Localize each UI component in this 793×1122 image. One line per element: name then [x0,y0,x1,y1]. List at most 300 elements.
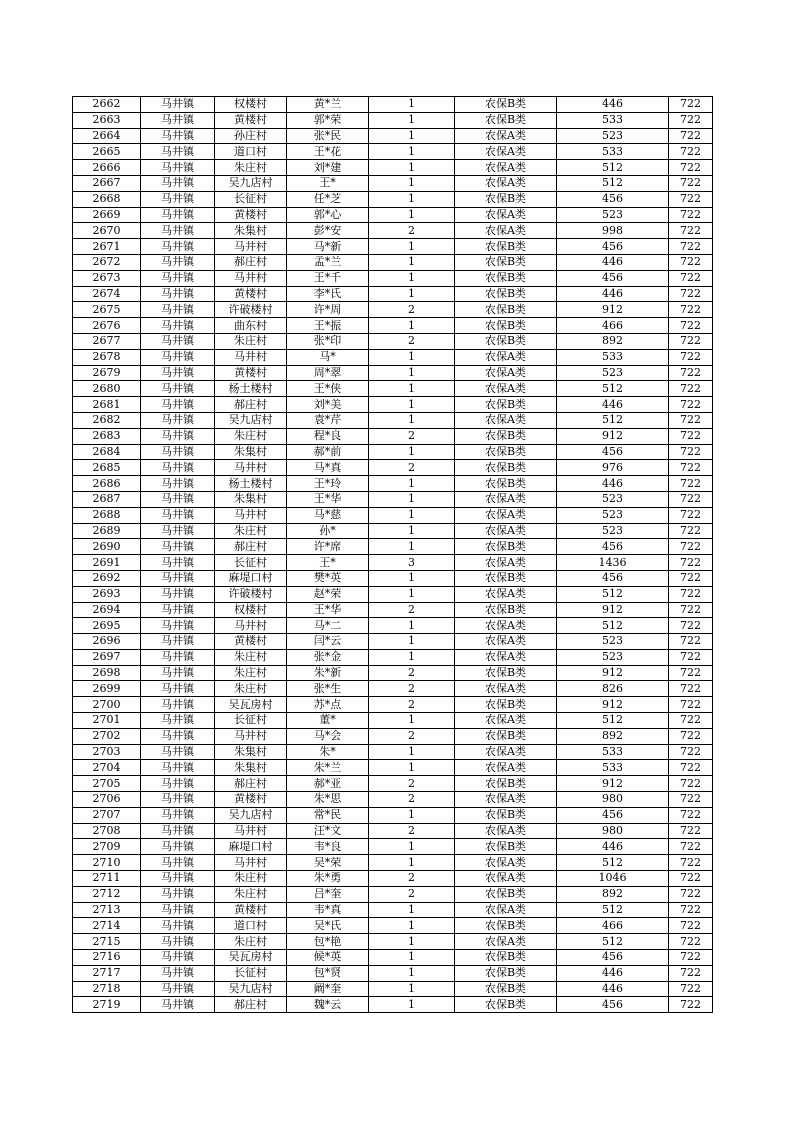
category-cell: 农保B类 [455,776,557,792]
town-cell: 马井镇 [141,634,215,650]
row-number-cell: 2673 [73,270,141,286]
table-row [73,618,713,634]
town-cell: 马井镇 [141,191,215,207]
household-count-cell: 1 [369,618,455,634]
code-cell: 722 [669,223,713,239]
table-row [73,381,713,397]
amount-cell: 456 [557,539,669,555]
household-count-cell: 1 [369,207,455,223]
category-cell: 农保B类 [455,965,557,981]
village-cell: 吴九店村 [215,412,287,428]
table-row [73,965,713,981]
village-cell: 朱集村 [215,223,287,239]
category-cell: 农保A类 [455,491,557,507]
name-cell: 彭*安 [287,223,369,239]
household-count-cell: 1 [369,981,455,997]
household-count-cell: 2 [369,886,455,902]
code-cell: 722 [669,491,713,507]
name-cell: 朱*兰 [287,760,369,776]
category-cell: 农保A类 [455,223,557,239]
row-number-cell: 2708 [73,823,141,839]
name-cell: 马* [287,349,369,365]
row-number-cell: 2688 [73,507,141,523]
name-cell: 刘*美 [287,397,369,413]
table-row [73,586,713,602]
town-cell: 马井镇 [141,507,215,523]
category-cell: 农保A类 [455,523,557,539]
town-cell: 马井镇 [141,476,215,492]
village-cell: 马井村 [215,349,287,365]
row-number-cell: 2671 [73,239,141,255]
household-count-cell: 1 [369,902,455,918]
category-cell: 农保B类 [455,444,557,460]
town-cell: 马井镇 [141,886,215,902]
code-cell: 722 [669,428,713,444]
household-count-cell: 1 [369,412,455,428]
table-row [73,744,713,760]
amount-cell: 912 [557,602,669,618]
town-cell: 马井镇 [141,997,215,1013]
household-count-cell: 1 [369,570,455,586]
household-count-cell: 1 [369,839,455,855]
table-row [73,254,713,270]
category-cell: 农保A类 [455,681,557,697]
category-cell: 农保A类 [455,744,557,760]
name-cell: 郭*心 [287,207,369,223]
name-cell: 王*玲 [287,476,369,492]
household-count-cell: 1 [369,254,455,270]
town-cell: 马井镇 [141,207,215,223]
code-cell: 722 [669,839,713,855]
row-number-cell: 2681 [73,397,141,413]
town-cell: 马井镇 [141,570,215,586]
household-count-cell: 1 [369,349,455,365]
code-cell: 722 [669,871,713,887]
amount-cell: 533 [557,144,669,160]
table-row [73,886,713,902]
town-cell: 马井镇 [141,302,215,318]
table-row [73,634,713,650]
amount-cell: 466 [557,918,669,934]
town-cell: 马井镇 [141,823,215,839]
household-count-cell: 1 [369,128,455,144]
category-cell: 农保B类 [455,728,557,744]
row-number-cell: 2689 [73,523,141,539]
row-number-cell: 2670 [73,223,141,239]
category-cell: 农保A类 [455,144,557,160]
household-count-cell: 1 [369,270,455,286]
town-cell: 马井镇 [141,523,215,539]
code-cell: 722 [669,823,713,839]
table-row [73,365,713,381]
code-cell: 722 [669,128,713,144]
village-cell: 朱庄村 [215,934,287,950]
amount-cell: 512 [557,586,669,602]
row-number-cell: 2680 [73,381,141,397]
household-count-cell: 1 [369,397,455,413]
amount-cell: 456 [557,270,669,286]
village-cell: 马井村 [215,507,287,523]
row-number-cell: 2700 [73,697,141,713]
category-cell: 农保A类 [455,618,557,634]
town-cell: 马井镇 [141,681,215,697]
table-row [73,460,713,476]
row-number-cell: 2713 [73,902,141,918]
code-cell: 722 [669,349,713,365]
town-cell: 马井镇 [141,254,215,270]
village-cell: 道口村 [215,144,287,160]
town-cell: 马井镇 [141,555,215,571]
category-cell: 农保B类 [455,539,557,555]
town-cell: 马井镇 [141,839,215,855]
category-cell: 农保B类 [455,97,557,113]
town-cell: 马井镇 [141,807,215,823]
amount-cell: 446 [557,476,669,492]
household-count-cell: 2 [369,776,455,792]
table-row [73,444,713,460]
town-cell: 马井镇 [141,223,215,239]
code-cell: 722 [669,254,713,270]
village-cell: 郝庄村 [215,776,287,792]
name-cell: 任*芝 [287,191,369,207]
table-row [73,855,713,871]
village-cell: 吴瓦房村 [215,950,287,966]
village-cell: 马井村 [215,460,287,476]
row-number-cell: 2676 [73,318,141,334]
table-row [73,239,713,255]
name-cell: 朱*新 [287,665,369,681]
row-number-cell: 2712 [73,886,141,902]
town-cell: 马井镇 [141,981,215,997]
household-count-cell: 1 [369,997,455,1013]
table-row [73,412,713,428]
amount-cell: 456 [557,570,669,586]
code-cell: 722 [669,381,713,397]
category-cell: 农保A类 [455,160,557,176]
amount-cell: 892 [557,728,669,744]
category-cell: 农保B类 [455,460,557,476]
village-cell: 朱集村 [215,444,287,460]
town-cell: 马井镇 [141,776,215,792]
village-cell: 权楼村 [215,602,287,618]
row-number-cell: 2701 [73,713,141,729]
amount-cell: 456 [557,950,669,966]
row-number-cell: 2710 [73,855,141,871]
code-cell: 722 [669,634,713,650]
table-row [73,681,713,697]
amount-cell: 456 [557,997,669,1013]
household-count-cell: 1 [369,160,455,176]
town-cell: 马井镇 [141,855,215,871]
table-row [73,491,713,507]
code-cell: 722 [669,302,713,318]
row-number-cell: 2664 [73,128,141,144]
category-cell: 农保A类 [455,175,557,191]
code-cell: 722 [669,144,713,160]
row-number-cell: 2678 [73,349,141,365]
code-cell: 722 [669,97,713,113]
household-count-cell: 2 [369,460,455,476]
town-cell: 马井镇 [141,444,215,460]
name-cell: 汪*文 [287,823,369,839]
table-row [73,333,713,349]
code-cell: 722 [669,807,713,823]
row-number-cell: 2672 [73,254,141,270]
village-cell: 郝庄村 [215,997,287,1013]
code-cell: 722 [669,902,713,918]
table-row [73,665,713,681]
village-cell: 长征村 [215,965,287,981]
row-number-cell: 2709 [73,839,141,855]
code-cell: 722 [669,760,713,776]
category-cell: 农保A类 [455,207,557,223]
table-row [73,160,713,176]
amount-cell: 523 [557,207,669,223]
code-cell: 722 [669,981,713,997]
amount-cell: 976 [557,460,669,476]
row-number-cell: 2693 [73,586,141,602]
name-cell: 王*华 [287,602,369,618]
name-cell: 阚*奎 [287,981,369,997]
category-cell: 农保B类 [455,112,557,128]
row-number-cell: 2698 [73,665,141,681]
code-cell: 722 [669,412,713,428]
amount-cell: 826 [557,681,669,697]
table-row [73,144,713,160]
village-cell: 马井村 [215,823,287,839]
village-cell: 孙庄村 [215,128,287,144]
code-cell: 722 [669,681,713,697]
amount-cell: 446 [557,839,669,855]
code-cell: 722 [669,618,713,634]
table-row [73,302,713,318]
row-number-cell: 2682 [73,412,141,428]
amount-cell: 533 [557,349,669,365]
category-cell: 农保A类 [455,855,557,871]
category-cell: 农保A类 [455,934,557,950]
name-cell: 包*贤 [287,965,369,981]
amount-cell: 912 [557,697,669,713]
household-count-cell: 2 [369,302,455,318]
town-cell: 马井镇 [141,286,215,302]
category-cell: 农保B类 [455,397,557,413]
household-count-cell: 1 [369,144,455,160]
town-cell: 马井镇 [141,744,215,760]
category-cell: 农保A类 [455,412,557,428]
row-number-cell: 2669 [73,207,141,223]
village-cell: 黄楼村 [215,792,287,808]
town-cell: 马井镇 [141,412,215,428]
village-cell: 黄楼村 [215,112,287,128]
village-cell: 郝庄村 [215,539,287,555]
amount-cell: 892 [557,333,669,349]
name-cell: 郝*亚 [287,776,369,792]
village-cell: 许破楼村 [215,302,287,318]
amount-cell: 523 [557,507,669,523]
village-cell: 马井村 [215,270,287,286]
table-row [73,839,713,855]
household-count-cell: 2 [369,823,455,839]
amount-cell: 512 [557,160,669,176]
row-number-cell: 2668 [73,191,141,207]
village-cell: 杨土楼村 [215,476,287,492]
town-cell: 马井镇 [141,97,215,113]
row-number-cell: 2705 [73,776,141,792]
name-cell: 周*翠 [287,365,369,381]
table-row [73,728,713,744]
row-number-cell: 2704 [73,760,141,776]
category-cell: 农保B类 [455,191,557,207]
name-cell: 吕*奎 [287,886,369,902]
household-count-cell: 1 [369,807,455,823]
household-count-cell: 1 [369,760,455,776]
row-number-cell: 2703 [73,744,141,760]
household-count-cell: 1 [369,523,455,539]
row-number-cell: 2697 [73,649,141,665]
amount-cell: 912 [557,665,669,681]
code-cell: 722 [669,397,713,413]
code-cell: 722 [669,444,713,460]
name-cell: 孙* [287,523,369,539]
village-cell: 朱庄村 [215,665,287,681]
row-number-cell: 2690 [73,539,141,555]
row-number-cell: 2679 [73,365,141,381]
household-count-cell: 1 [369,112,455,128]
amount-cell: 512 [557,618,669,634]
table-row [73,902,713,918]
amount-cell: 446 [557,286,669,302]
category-cell: 农保B类 [455,981,557,997]
town-cell: 马井镇 [141,871,215,887]
name-cell: 张*生 [287,681,369,697]
village-cell: 长征村 [215,555,287,571]
code-cell: 722 [669,665,713,681]
code-cell: 722 [669,744,713,760]
household-count-cell: 2 [369,871,455,887]
category-cell: 农保A类 [455,871,557,887]
village-cell: 马井村 [215,618,287,634]
village-cell: 朱庄村 [215,871,287,887]
name-cell: 李*氏 [287,286,369,302]
row-number-cell: 2683 [73,428,141,444]
code-cell: 722 [669,270,713,286]
village-cell: 黄楼村 [215,286,287,302]
code-cell: 722 [669,792,713,808]
town-cell: 马井镇 [141,239,215,255]
household-count-cell: 1 [369,191,455,207]
code-cell: 722 [669,855,713,871]
village-cell: 吴九店村 [215,175,287,191]
household-count-cell: 1 [369,318,455,334]
town-cell: 马井镇 [141,950,215,966]
village-cell: 麻堤口村 [215,839,287,855]
table-row [73,697,713,713]
category-cell: 农保B类 [455,697,557,713]
town-cell: 马井镇 [141,144,215,160]
household-count-cell: 1 [369,507,455,523]
name-cell: 许*周 [287,302,369,318]
household-count-cell: 1 [369,539,455,555]
household-count-cell: 2 [369,665,455,681]
category-cell: 农保B类 [455,254,557,270]
code-cell: 722 [669,523,713,539]
village-cell: 吴九店村 [215,981,287,997]
row-number-cell: 2706 [73,792,141,808]
category-cell: 农保B类 [455,997,557,1013]
village-cell: 曲东村 [215,318,287,334]
table-row [73,191,713,207]
category-cell: 农保A类 [455,760,557,776]
village-cell: 长征村 [215,191,287,207]
category-cell: 农保B类 [455,807,557,823]
row-number-cell: 2711 [73,871,141,887]
name-cell: 王*千 [287,270,369,286]
row-number-cell: 2718 [73,981,141,997]
amount-cell: 998 [557,223,669,239]
household-count-cell: 1 [369,744,455,760]
code-cell: 722 [669,318,713,334]
row-number-cell: 2715 [73,934,141,950]
town-cell: 马井镇 [141,491,215,507]
town-cell: 马井镇 [141,618,215,634]
category-cell: 农保B类 [455,270,557,286]
village-cell: 道口村 [215,918,287,934]
name-cell: 朱* [287,744,369,760]
village-cell: 权楼村 [215,97,287,113]
town-cell: 马井镇 [141,602,215,618]
name-cell: 刘*建 [287,160,369,176]
household-count-cell: 1 [369,965,455,981]
category-cell: 农保A类 [455,128,557,144]
town-cell: 马井镇 [141,792,215,808]
amount-cell: 533 [557,744,669,760]
row-number-cell: 2717 [73,965,141,981]
table-row [73,950,713,966]
household-count-cell: 2 [369,428,455,444]
town-cell: 马井镇 [141,918,215,934]
village-cell: 许破楼村 [215,586,287,602]
category-cell: 农保B类 [455,476,557,492]
village-cell: 黄楼村 [215,365,287,381]
village-cell: 麻堤口村 [215,570,287,586]
code-cell: 722 [669,112,713,128]
code-cell: 722 [669,333,713,349]
amount-cell: 523 [557,491,669,507]
row-number-cell: 2663 [73,112,141,128]
household-count-cell: 2 [369,728,455,744]
category-cell: 农保A类 [455,586,557,602]
name-cell: 马*真 [287,460,369,476]
village-cell: 朱庄村 [215,649,287,665]
household-count-cell: 1 [369,444,455,460]
household-count-cell: 2 [369,602,455,618]
row-number-cell: 2699 [73,681,141,697]
category-cell: 农保B类 [455,570,557,586]
table-row [73,871,713,887]
table-row [73,207,713,223]
household-count-cell: 1 [369,491,455,507]
row-number-cell: 2677 [73,333,141,349]
village-cell: 朱集村 [215,744,287,760]
amount-cell: 446 [557,981,669,997]
village-cell: 朱庄村 [215,523,287,539]
name-cell: 朱*思 [287,792,369,808]
name-cell: 程*良 [287,428,369,444]
town-cell: 马井镇 [141,586,215,602]
amount-cell: 512 [557,902,669,918]
village-cell: 朱庄村 [215,681,287,697]
category-cell: 农保B类 [455,286,557,302]
